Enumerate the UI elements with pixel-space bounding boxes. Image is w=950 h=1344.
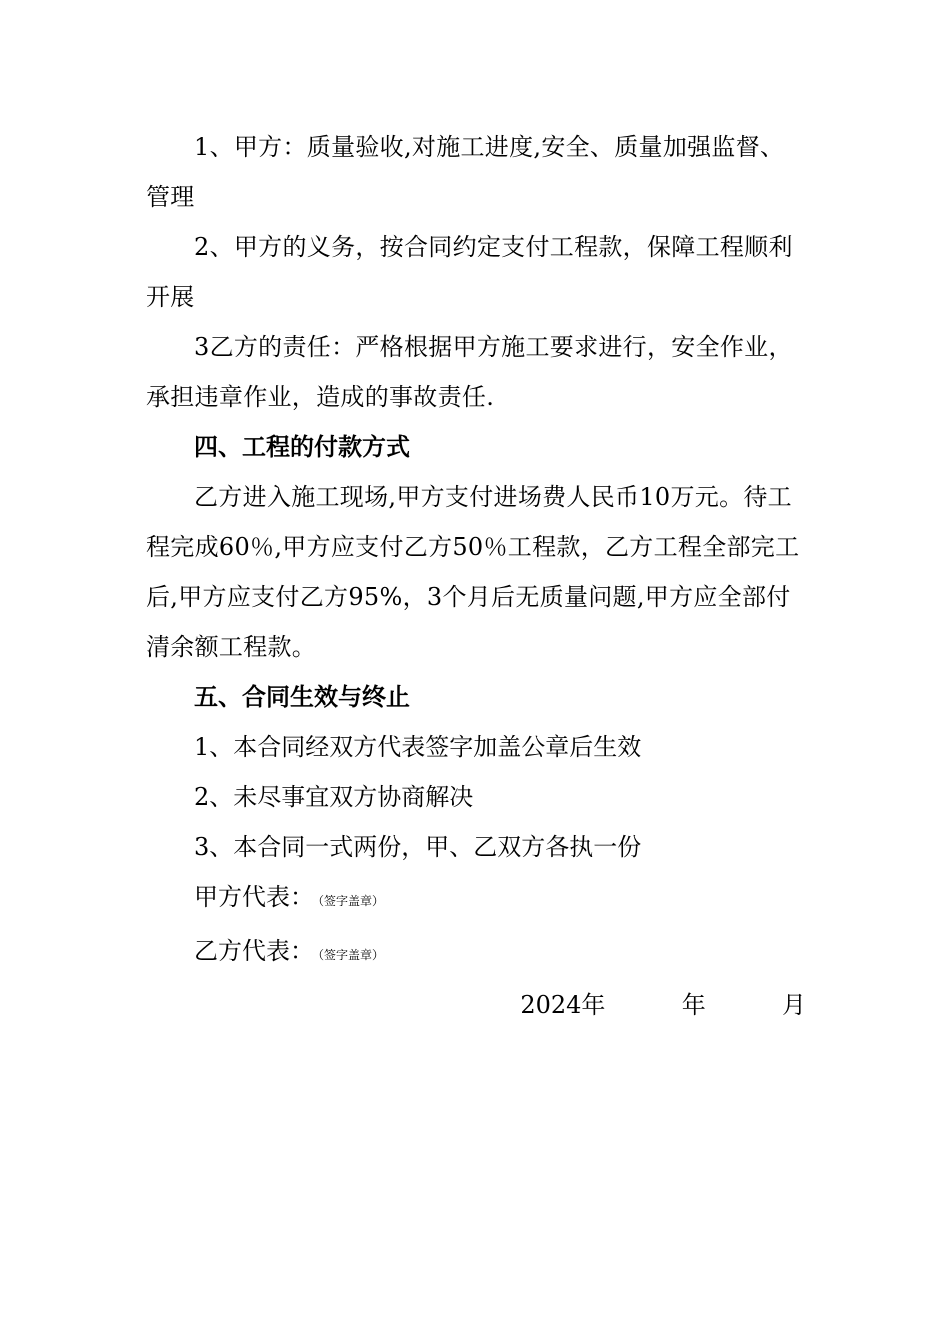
section-5-item-2: 2、未尽事宜双方协商解决 (194, 783, 474, 811)
duty-item-2: 2、甲方的义务，按合同约定支付工程款，保障工程顺利开展 (146, 233, 793, 311)
party-b-sign-note: （签字盖章） (318, 948, 385, 962)
date-day: 月 (782, 991, 806, 1019)
party-b-label: 乙方代表： (194, 937, 314, 965)
section-4-heading: 四、工程的付款方式 (194, 433, 410, 461)
party-a-sign-note: （签字盖章） (318, 894, 385, 908)
party-b-signature-line (146, 926, 806, 980)
date-line (146, 980, 806, 1030)
duty-item-3: 3乙方的责任：严格根据甲方施工要求进行，安全作业，承担违章作业，造成的事故责任. (146, 333, 793, 411)
party-a-signature-line (146, 872, 806, 926)
duty-item-1: 1、甲方：质量验收,对施工进度,安全、质量加强监督、管理 (146, 133, 785, 211)
date-year: 2024年 (520, 991, 606, 1019)
section-5-item-1: 1、本合同经双方代表签字加盖公章后生效 (194, 733, 642, 761)
section-5-item-3: 3、本合同一式两份，甲、乙双方各执一份 (194, 833, 642, 861)
section-5-heading: 五、合同生效与终止 (194, 683, 410, 711)
section-4-body: 乙方进入施工现场,甲方支付进场费人民币10万元。待工程完成60％,甲方应支付乙方50％工程款，乙方工程全部完工后,甲方应支付乙方95%，3个月后无质量问题,甲方应全部付清余额工程款。 (146, 483, 800, 661)
party-a-label: 甲方代表： (194, 883, 314, 911)
contract-content (146, 122, 806, 1030)
date-month: 年 (681, 991, 706, 1019)
